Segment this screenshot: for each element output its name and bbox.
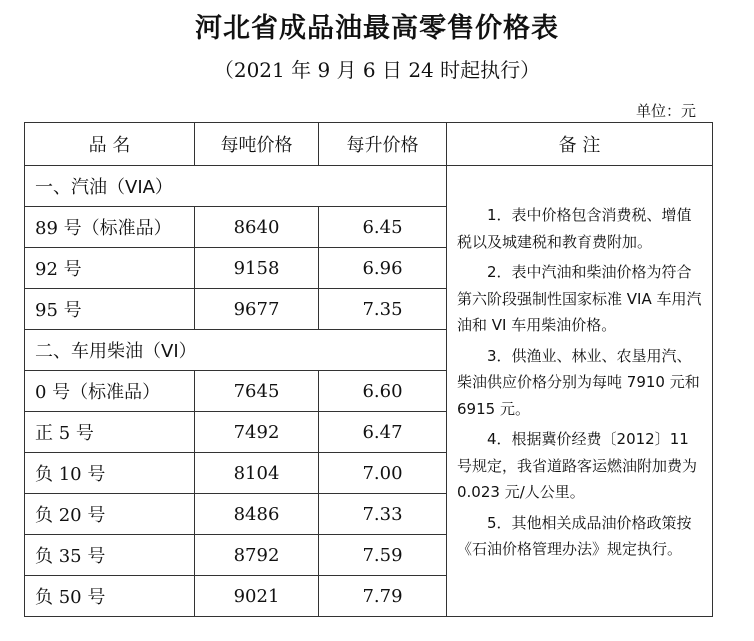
price-per-liter: 6.45 [319, 207, 447, 248]
note-3: 3．供渔业、林业、农垦用汽、柴油供应价格分别为每吨 7910 元和 6915 元。 [457, 346, 700, 418]
product-name: 负 35 号 [25, 535, 195, 576]
header-name: 品 名 [25, 123, 195, 166]
product-name: 0 号（标准品） [25, 371, 195, 412]
price-per-liter: 7.79 [319, 576, 447, 617]
product-name: 95 号 [25, 289, 195, 330]
header-per-ton: 每吨价格 [195, 123, 319, 166]
product-name: 负 50 号 [25, 576, 195, 617]
price-per-liter: 6.60 [319, 371, 447, 412]
price-per-ton: 9677 [195, 289, 319, 330]
category-row-gasoline [25, 166, 713, 207]
price-per-ton: 7645 [195, 371, 319, 412]
page-title: 河北省成品油最高零售价格表 [195, 13, 559, 44]
product-name: 正 5 号 [25, 412, 195, 453]
price-per-ton: 7492 [195, 412, 319, 453]
category-label: 一、汽油（VIA） [25, 166, 447, 207]
product-name: 89 号（标准品） [25, 207, 195, 248]
price-per-liter: 6.96 [319, 248, 447, 289]
price-table [24, 122, 713, 617]
category-label: 二、车用柴油（VI） [25, 330, 447, 371]
note-4: 4．根据冀价经费〔2012〕11 号规定，我省道路客运燃油附加费为 0.023 元/人公里。 [457, 430, 698, 501]
price-per-liter: 7.59 [319, 535, 447, 576]
price-per-liter: 7.35 [319, 289, 447, 330]
price-per-ton: 8486 [195, 494, 319, 535]
product-name: 92 号 [25, 248, 195, 289]
note-5: 5．其他相关成品油价格政策按《石油价格管理办法》规定执行。 [457, 513, 692, 558]
unit-label: 单位：元 [635, 102, 696, 120]
product-name: 负 10 号 [25, 453, 195, 494]
price-per-liter: 6.47 [319, 412, 447, 453]
table-header-row [25, 123, 713, 166]
header-remarks: 备 注 [447, 123, 713, 166]
note-1: 1．表中价格包含消费税、增值税以及城建税和教育费附加。 [457, 206, 692, 251]
price-per-ton: 8792 [195, 535, 319, 576]
header-per-liter: 每升价格 [319, 123, 447, 166]
price-per-liter: 7.33 [319, 494, 447, 535]
note-2: 2．表中汽油和柴油价格为符合第六阶段强制性国家标准 VIA 车用汽油和 VI 车用柴油价格。 [457, 263, 702, 334]
page-subtitle: （2021 年 9 月 6 日 24 时起执行） [213, 58, 541, 82]
price-per-ton: 8640 [195, 207, 319, 248]
price-per-liter: 7.00 [319, 453, 447, 494]
product-name: 负 20 号 [25, 494, 195, 535]
price-per-ton: 9158 [195, 248, 319, 289]
price-per-ton: 8104 [195, 453, 319, 494]
remarks-cell [447, 166, 713, 617]
price-per-ton: 9021 [195, 576, 319, 617]
